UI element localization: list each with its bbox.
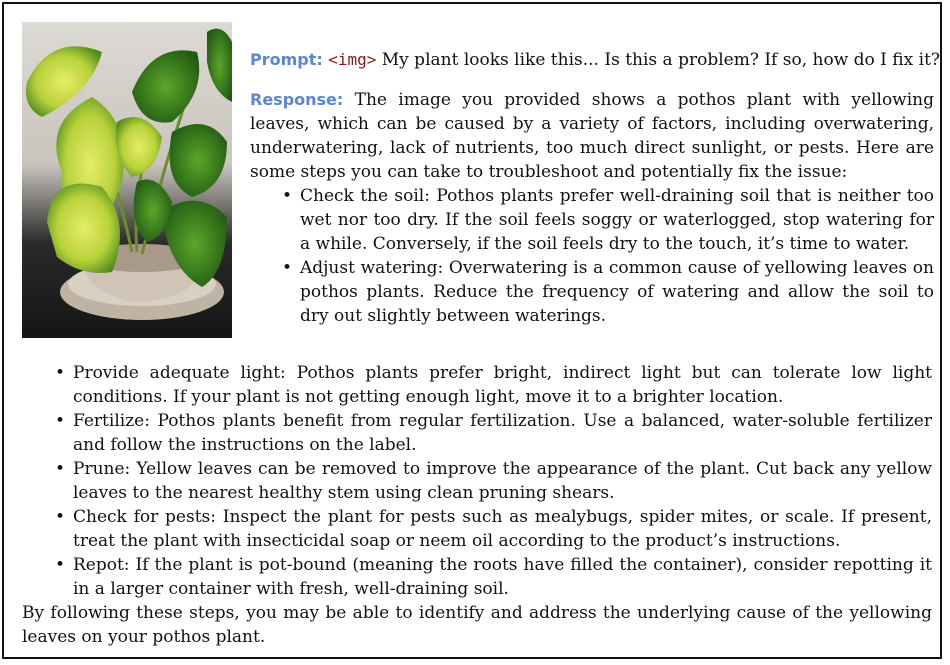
prompt-line [250,48,941,72]
bullet-icon: • [55,411,66,431]
step-text: Fertilize: Pothos plants benefit from regular fertilization. Use a balanced, water-soluble fertilizer and follow the instructions on the label. [73,411,932,455]
step-text: Repot: If the plant is pot-bound (meaning the roots have filled the container), consider repotting it in a larger container with fresh, well-draining soil. [73,555,932,599]
list-item [55,505,932,553]
list-item [55,553,932,601]
figure-frame [2,2,942,659]
prompt-text: My plant looks like this... Is this a problem? If so, how do I fix it? [381,50,941,70]
pothos-plant-photo [22,22,232,338]
bullet-icon: • [282,258,293,278]
step-text: Check the soil: Pothos plants prefer well-draining soil that is neither too wet nor too dry. If the soil feels soggy or waterlogged, stop watering for a while. Conversely, if the soil feels dry to the touch, it’s time to water. [300,186,934,254]
steps-list-bottom [55,361,932,601]
response-label: Response: [250,90,344,109]
bullet-icon: • [55,555,66,575]
response-intro-text: The image you provided shows a pothos plant with yellowing leaves, which can be caused by a variety of factors, including overwatering, underwatering, lack of nutrients, too much direct sunlight, or pests. Here are some steps you can take to troubleshoot and potentially fix the issue: [250,90,934,182]
steps-list-top [282,184,934,328]
list-item [282,184,934,256]
response-intro [250,88,934,184]
step-text: Adjust watering: Overwatering is a common cause of yellowing leaves on pothos plants. Reduce the frequency of watering and allow the soil to dry out slightly between waterings. [300,258,934,326]
step-text: Check for pests: Inspect the plant for pests such as mealybugs, spider mites, or scale. If present, treat the plant with insecticidal soap or neem oil according to the product’s instructions. [73,507,932,551]
list-item [55,361,932,409]
bullet-icon: • [55,459,66,479]
list-item [282,256,934,328]
bottom-text-block [22,361,932,649]
bullet-icon: • [282,186,293,206]
prompt-label: Prompt: [250,50,323,69]
top-text-block [250,48,941,328]
step-text: Prune: Yellow leaves can be removed to improve the appearance of the plant. Cut back any yellow leaves to the nearest healthy stem using clean pruning shears. [73,459,932,503]
response-conclusion: By following these steps, you may be able to identify and address the underlying cause of the yellowing leaves on your pothos plant. [22,603,932,647]
list-item [55,457,932,505]
step-text: Provide adequate light: Pothos plants prefer bright, indirect light but can tolerate low light conditions. If your plant is not getting enough light, move it to a brighter location. [73,363,932,407]
bullet-icon: • [55,363,66,383]
image-token: <img> [328,50,377,69]
bullet-icon: • [55,507,66,527]
list-item [55,409,932,457]
